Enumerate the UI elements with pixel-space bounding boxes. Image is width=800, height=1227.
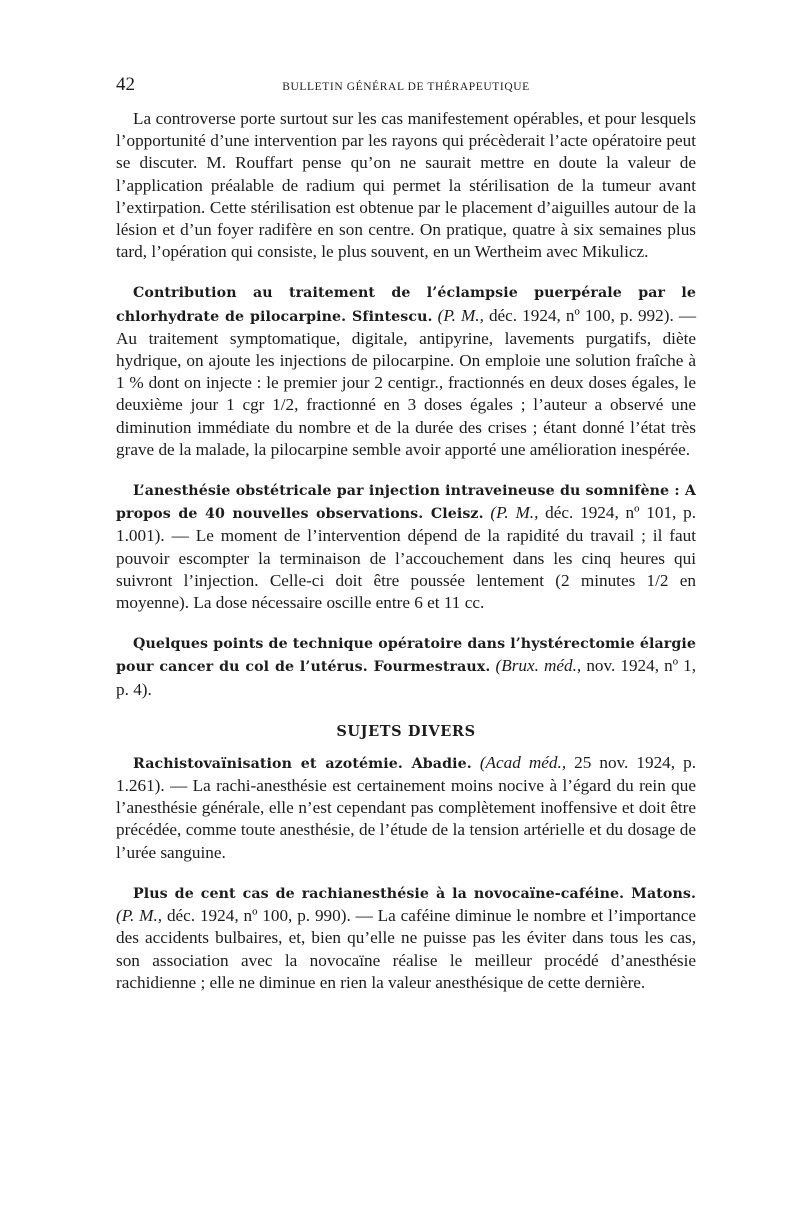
article-entry <box>116 882 696 994</box>
article-entry <box>116 281 696 461</box>
page-number: 42 <box>116 74 135 95</box>
article-entry <box>116 752 696 864</box>
article-title: Quelques points de technique opératoire dans l’hystérectomie élargie pour cancer du col de l’utérus. Fourmestraux. <box>116 636 696 676</box>
page <box>116 74 696 994</box>
article-title: Rachistovaïnisation et azotémie. Abadie. <box>133 755 472 772</box>
article-title: Plus de cent cas de rachianesthésie à la novocaïne-caféine. Matons. <box>133 885 696 902</box>
journal-citation: (P. M., <box>437 305 484 325</box>
article-body: déc. 1924, nº 100, p. 992). — Au traitement symptomatique, digitale, antipyrine, lavements purgatifs, diète hydrique, on ajoute les injections de pilocarpine. On emploie une solution fraîche à 1 % dont on injecte : le premier jour 2 centigr., fractionnés en deux doses égales, le deuxième jour 1 cgr 1/2, fractionné en 3 doses égales ; l’auteur a observé une diminution immédiate du nombre et de la durée des crises ; étant donné l’état très grave de la malade, la pilocarpine semble avoir apporté une amélioration inespérée. <box>116 305 697 459</box>
page-header <box>116 74 696 102</box>
article-entry <box>116 479 696 614</box>
article-body: nov. 1924, nº 1, p. 4). <box>116 656 696 699</box>
article-entry <box>116 632 696 701</box>
article-body: 25 nov. 1924, p. 1.261). — La rachi-anesthésie est certainement moins nocive à l’égard du rein que l’anesthésie générale, elle n’est cependant pas complètement inoffensive et doit être précédée, comme toute anesthésie, de l’étude de la tension artérielle et du dosage de l’urée sanguine. <box>116 752 696 862</box>
journal-citation: (P. M., <box>116 906 163 926</box>
journal-citation: (Brux. méd., <box>495 656 582 676</box>
article-title: Contribution au traitement de l’éclampsie puerpérale par le chlorhydrate de pilocarpine. Sfintescu. <box>116 285 696 325</box>
journal-citation: (P. M., <box>490 503 539 523</box>
article-body: déc. 1924, nº 101, p. 1.001). — Le moment de l’intervention dépend de la rapidité du travail ; il faut pouvoir escompter la terminaison de l’accouchement dans les cinq heures qui suivront l’injection. Celle-ci doit être poussée lentement (2 minutes 1/2 en moyenne). La dose nécessaire oscille entre 6 et 11 cc. <box>116 503 697 613</box>
section-heading: SUJETS DIVERS <box>336 722 476 740</box>
journal-citation: (Acad méd., <box>479 752 567 772</box>
article-title: L’anesthésie obstétricale par injection intraveineuse du somnifène : A propos de 40 nouvelles observations. Cleisz. <box>116 483 696 523</box>
article-body: déc. 1924, nº 100, p. 990). — La caféine diminue le nombre et l’importance des accidents bulbaires, et, bien qu’elle ne puisse pas les éviter dans tous les cas, son association avec la novocaïne réalise le meilleur procédé d’anesthésie rachidienne ; elle ne diminue en rien la valeur anesthésique de cette dernière. <box>116 906 696 992</box>
intro-paragraph: La controverse porte surtout sur les cas manifestement opérables, et pour lesquels l’opportunité d’une intervention par les rayons qui précèderait l’acte opératoire peut se discuter. M. Rouffart pense qu’on ne saurait mettre en doute la valeur de l’application préalable de radium qui permet la stérilisation de la tumeur avant l’extirpation. Cette stérilisation est obtenue par le placement d’aiguilles autour de la lésion et d’un foyer radifère en son centre. On pratique, quatre à six semaines plus tard, l’opération qui consiste, le plus souvent, en un Wertheim avec Mikulicz. <box>116 109 696 262</box>
running-title: BULLETIN GÉNÉRAL DE THÉRAPEUTIQUE <box>282 81 530 93</box>
